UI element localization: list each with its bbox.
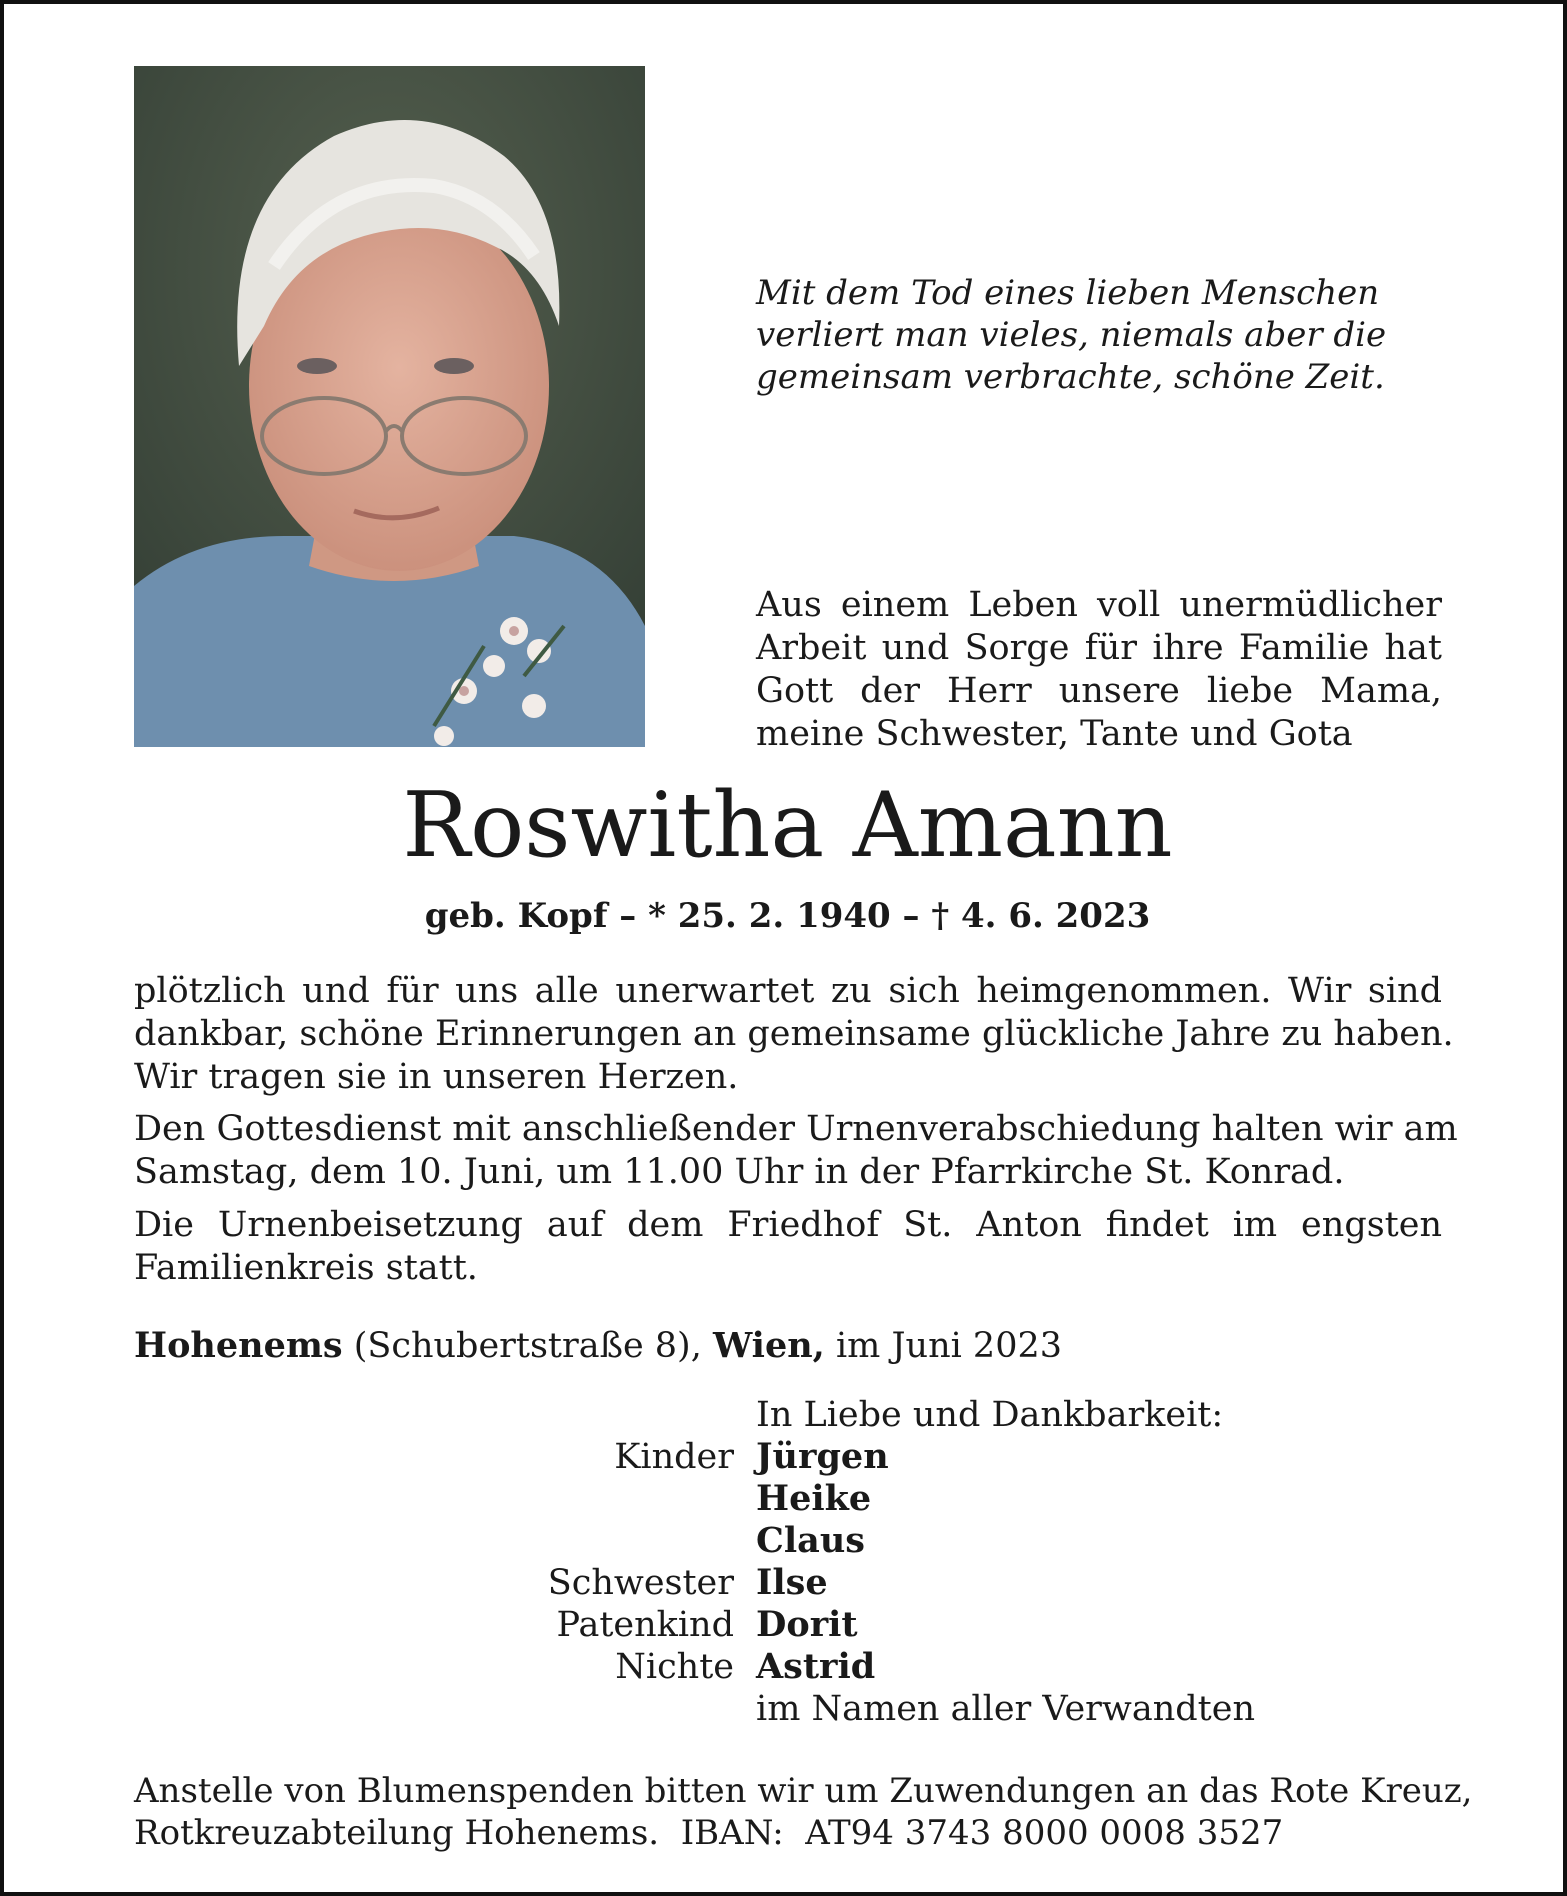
paragraph-line: plötzlich und für uns alle unerwartet zu sich heimgenommen. Wir sind [134, 971, 1442, 1011]
quote-line: gemeinsam verbrachte, schöne Zeit. [756, 357, 1385, 397]
place-city-1: Hohenems [134, 1325, 343, 1366]
paragraph-line: dankbar, schöne Erinnerungen an gemeinsame glückliche Jahre zu haben. [134, 1014, 1454, 1054]
intro-line: Arbeit und Sorge für ihre Familie hat [756, 628, 1442, 668]
mourners-closing: im Namen aller Verwandten [756, 1689, 1255, 1729]
intro-line: Aus einem Leben voll unermüdlicher [756, 585, 1442, 625]
deceased-dates: geb. Kopf – * 25. 2. 1940 – † 4. 6. 2023 [424, 896, 1151, 936]
intro-line: meine Schwester, Tante und Gota [756, 714, 1353, 754]
mourners-list [434, 1436, 889, 1688]
donation-line: Anstelle von Blumenspenden bitten wir um Zuwendungen an das Rote Kreuz, [134, 1771, 1473, 1811]
mourner-role: Patenkind [556, 1605, 734, 1645]
place-date-line [134, 1324, 1062, 1368]
deceased-name: Roswitha Amann [402, 773, 1173, 878]
donation-note [134, 1770, 1473, 1854]
paragraph-passing [134, 970, 1454, 1099]
mourner-row [434, 1520, 889, 1562]
mourner-name: Dorit [756, 1604, 858, 1645]
portrait-image [134, 66, 645, 747]
mourner-name: Jürgen [756, 1436, 889, 1477]
mourner-name: Astrid [756, 1646, 876, 1687]
mourner-role [434, 1520, 756, 1562]
donation-line: Rotkreuzabteilung Hohenems. IBAN: AT94 3743 8000 0008 3527 [134, 1813, 1284, 1853]
mourner-role: Kinder [614, 1437, 734, 1477]
memorial-quote [756, 272, 1456, 398]
intro-text [756, 584, 1442, 756]
paragraph-line: Samstag, dem 10. Juni, um 11.00 Uhr in der Pfarrkirche St. Konrad. [134, 1152, 1345, 1192]
paragraph-line: Den Gottesdienst mit anschließender Urnenverabschiedung halten wir am [134, 1109, 1458, 1149]
quote-line: Mit dem Tod eines lieben Menschen [756, 273, 1380, 313]
mourner-row [434, 1436, 889, 1478]
paragraph-line: Die Urnenbeisetzung auf dem Friedhof St. Anton findet im engsten [134, 1205, 1442, 1245]
mourner-name: Claus [756, 1520, 865, 1561]
paragraph-line: Wir tragen sie in unseren Herzen. [134, 1057, 739, 1097]
paragraph-burial [134, 1204, 1442, 1290]
mourner-role: Nichte [615, 1647, 734, 1687]
mourners-intro: In Liebe und Dankbarkeit: [756, 1395, 1224, 1435]
paragraph-line: Familienkreis statt. [134, 1248, 478, 1288]
paragraph-service [134, 1108, 1458, 1194]
quote-line: verliert man vieles, niemals aber die [756, 315, 1387, 355]
mourner-role: Schwester [547, 1563, 734, 1603]
mourner-row [434, 1478, 889, 1520]
place-address: (Schubertstraße 8), [342, 1326, 713, 1366]
mourner-row [434, 1604, 889, 1646]
mourner-row [434, 1562, 889, 1604]
place-date: im Juni 2023 [824, 1326, 1062, 1366]
mourner-role [434, 1478, 756, 1520]
intro-line: Gott der Herr unsere liebe Mama, [756, 671, 1442, 711]
mourner-row [434, 1646, 889, 1688]
mourner-name: Ilse [756, 1562, 828, 1603]
mourner-name: Heike [756, 1478, 872, 1519]
place-city-2: Wien, [712, 1325, 825, 1366]
portrait-photo [134, 66, 645, 747]
